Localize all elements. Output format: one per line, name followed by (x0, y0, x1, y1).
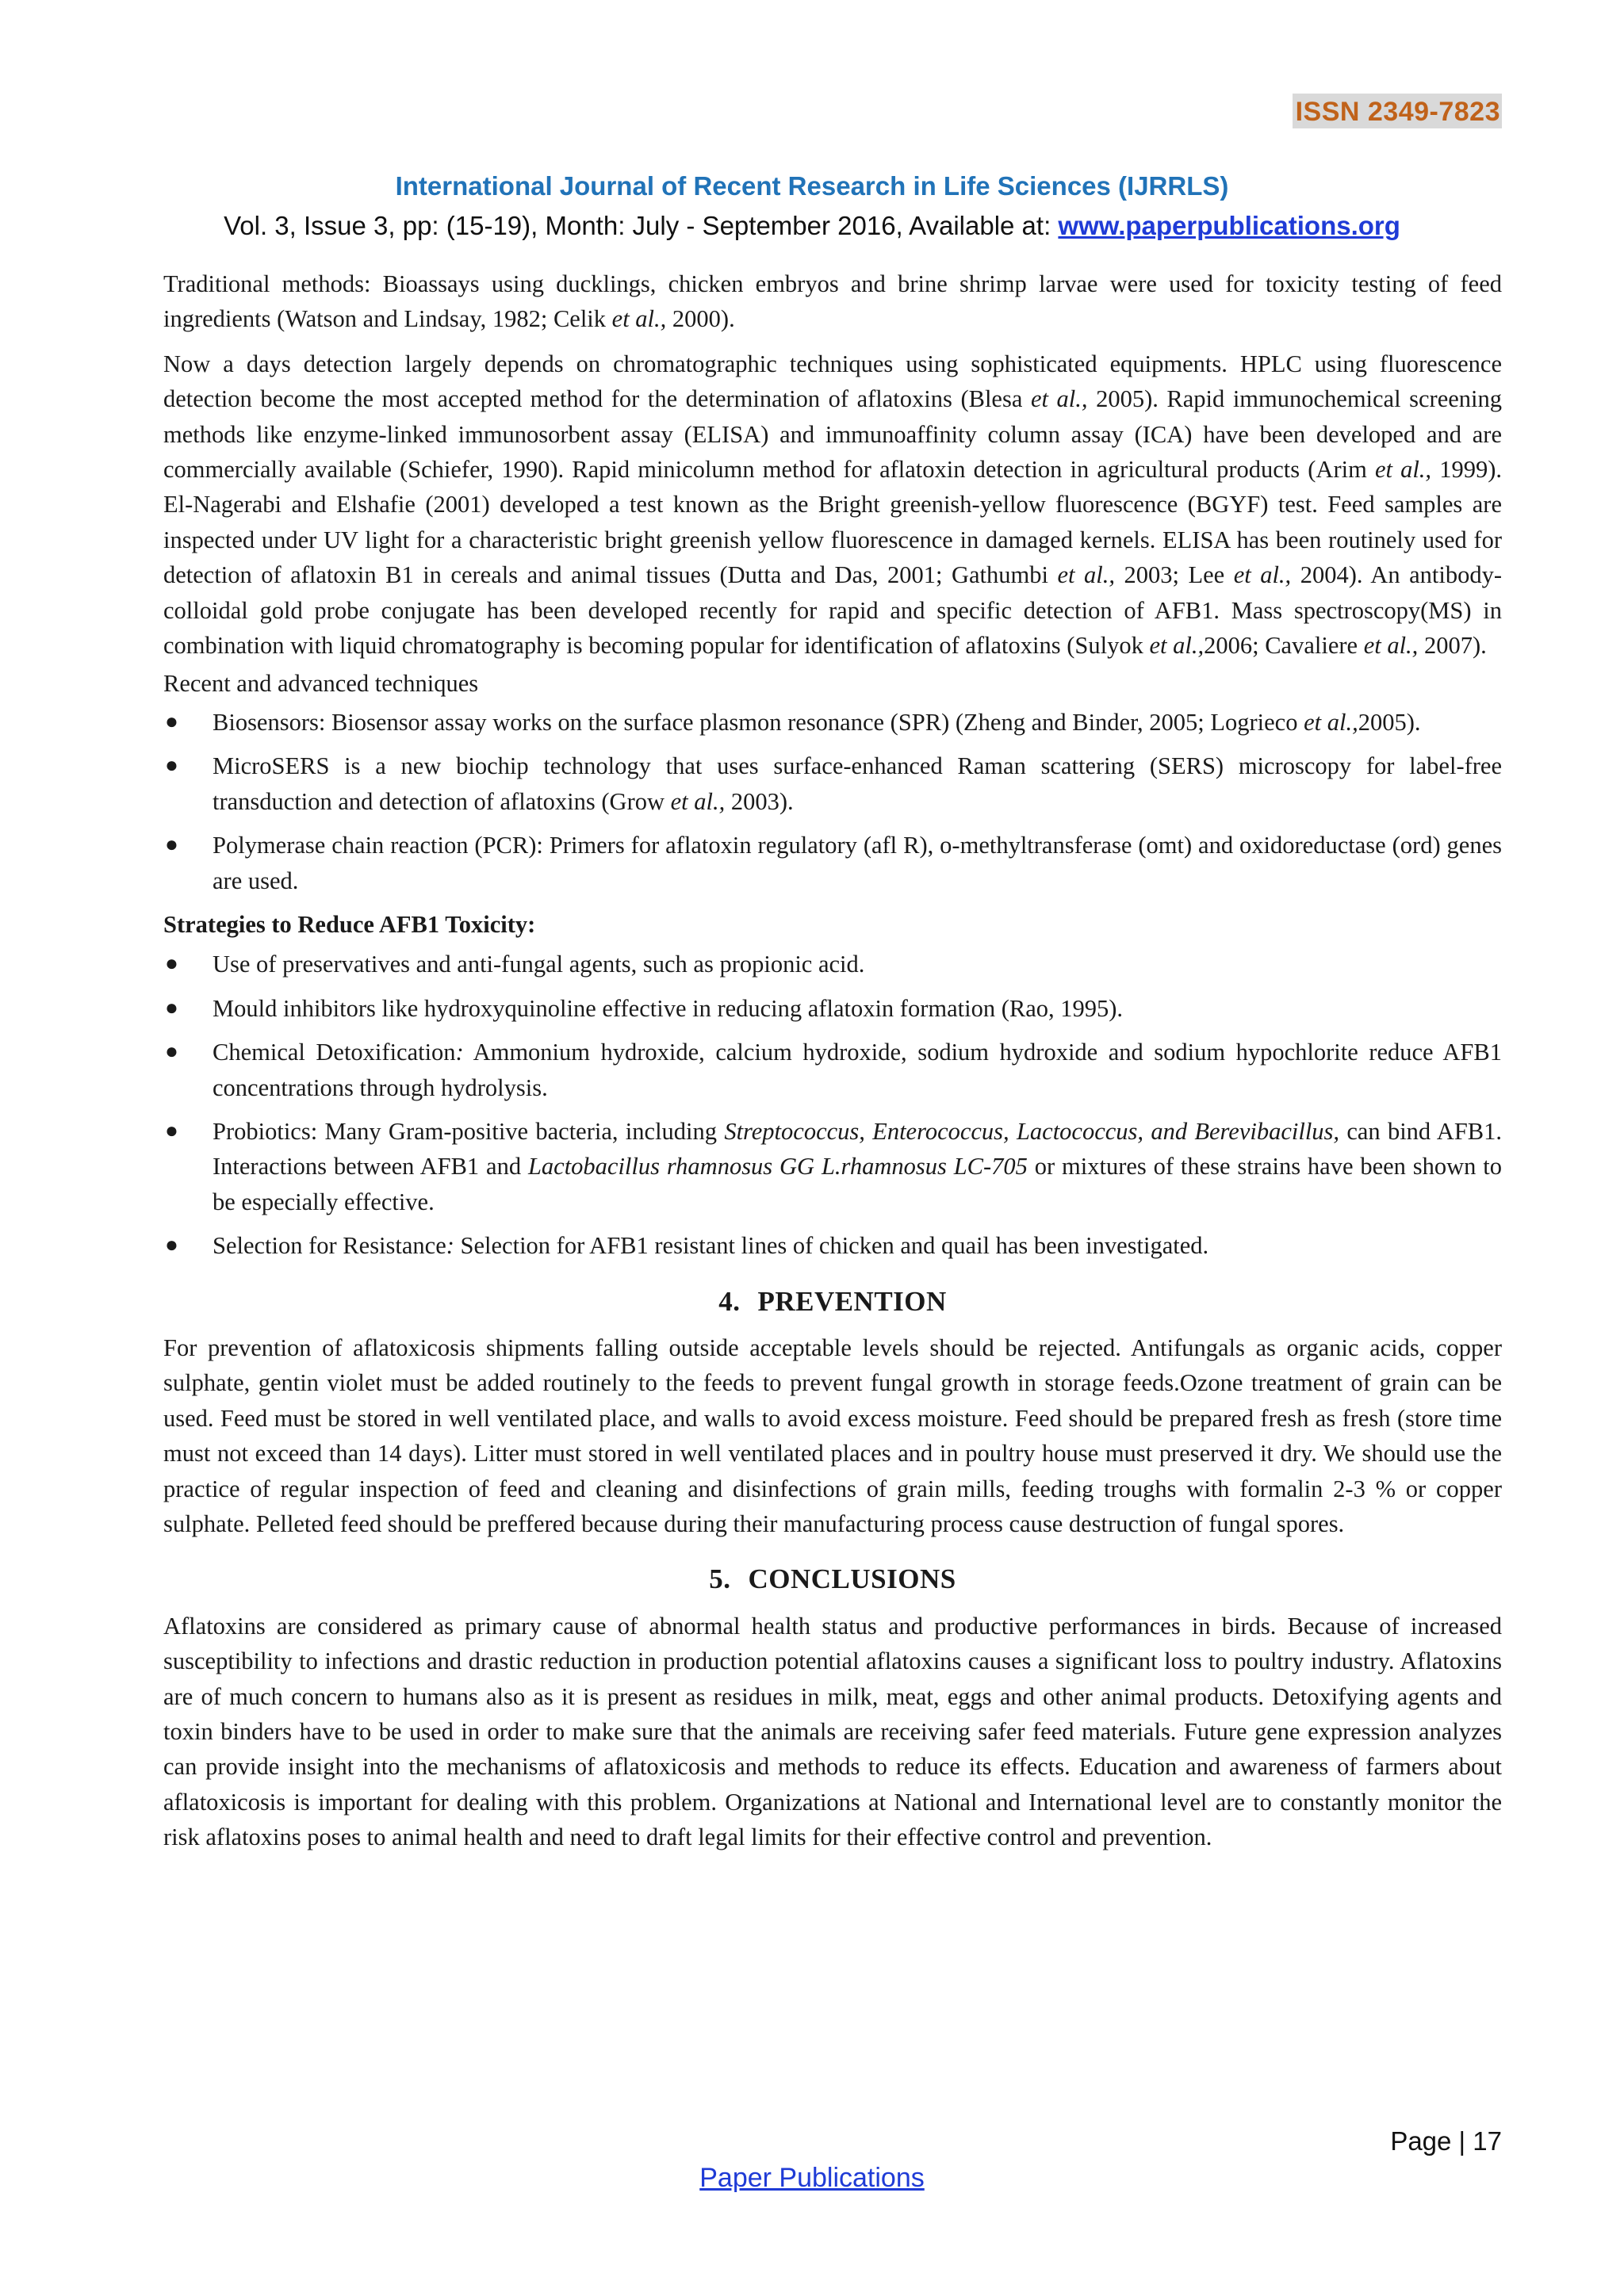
publisher-link[interactable]: Paper Publications (699, 2163, 925, 2193)
paragraph-prevention: For prevention of aflatoxicosis shipments falling outside acceptable levels should be rejected. Antifungals as organic acids, copper sulphate, gentin violet must be added routinely to the feeds to prevent fungal growth in storage feeds.Ozone treatment of grain can be used. Feed must be stored in well ventilated place, and walls to avoid excess moisture. Feed should be prepared fresh as fresh (store time must not exceed than 14 days). Litter must stored in well ventilated places and in poultry house must preserved it dry. We should use the practice of regular inspection of feed and cleaning and disinfections of grain mills, feeding troughs with formalin 2-3 % or copper sulphate. Pelleted feed should be preffered because during their manufacturing process cause destruction of fungal spores. (163, 1334, 1502, 1537)
text-run: 2004). An antibody-colloidal gold probe conjugate has been developed recently for rapid and specific detection of AFB1. Mass spectroscopy(MS) in combination with liquid chromatography is becoming popular for identification of aflatoxins (Sulyok (163, 561, 1502, 660)
bullet-icon: ● (165, 832, 178, 858)
list-item (163, 947, 1502, 982)
section-title: CONCLUSIONS (748, 1563, 956, 1595)
website-link[interactable]: www.paperpublications.org (1058, 211, 1400, 240)
list-item (163, 1114, 1502, 1219)
section-number: 5. (709, 1563, 731, 1595)
text-run: 2003). (725, 787, 794, 815)
italic-run: Streptococcus, Enterococcus, Lactococcus, and Berevibacillus, (724, 1117, 1340, 1145)
italic-run: et al., (611, 305, 667, 333)
text-run: Chemical Detoxification (213, 1039, 456, 1066)
italic-run: et al., (1304, 708, 1358, 736)
list-item (163, 991, 1502, 1026)
italic-run: et al., (1149, 632, 1205, 660)
list-item (163, 1035, 1502, 1105)
bullet-icon: ● (165, 1039, 178, 1065)
text-run: Selection for Resistance (213, 1232, 446, 1260)
bullet-icon: ● (165, 1118, 178, 1143)
italic-run: et al., (1233, 561, 1292, 589)
list-item (163, 748, 1502, 819)
paragraph-conclusions: Aflatoxins are considered as primary cause of abnormal health status and productive performances in birds. Because of increased susceptibility to infections and drastic reduction in production potential aflatoxins causes a significant loss to poultry industry. Aflatoxins are of much concern to humans also as it is present as residues in milk, meat, eggs and other animal products. Detoxifying agents and toxin binders have to be used in order to make sure that the animals are receiving safer feed materials. Future gene expression analyzes can provide insight into the mechanisms of aflatoxicosis and methods to reduce its effects. Education and awareness of farmers about aflatoxicosis is important for dealing with this problem. Organizations at National and International level are to constantly monitor the risk aflatoxins poses to animal health and need to draft legal limits for their effective control and prevention. (163, 1612, 1502, 1851)
text-run: 2000). (666, 305, 735, 333)
italic-run: Lactobacillus rhamnosus GG L.rhamnosus LC-705 (527, 1153, 1028, 1181)
journal-volume-line (0, 211, 1624, 241)
text-run: Use of preservatives and anti-fungal agents, such as propionic acid. (213, 951, 865, 978)
paragraph-traditional-methods (163, 266, 1502, 337)
list-item (163, 705, 1502, 740)
text-run: Selection for AFB1 resistant lines of chicken and quail has been investigated. (454, 1232, 1209, 1260)
strategies-list (163, 947, 1502, 1263)
text-run: MicroSERS is a new biochip technology that uses surface-enhanced Raman scattering (SERS) microscopy for label-free transduction and detection of aflatoxins (Grow (213, 752, 1502, 815)
footer (0, 2163, 1624, 2194)
bullet-icon: ● (165, 1233, 178, 1258)
list-item (163, 828, 1502, 898)
issn-text: ISSN 2349-7823 (1293, 94, 1502, 128)
text-run: Now a days detection largely depends on chromatographic techniques using sophisticated equipments. HPLC using fluorescence detection become the most accepted method for the determination of aflatoxins (Blesa (163, 350, 1502, 413)
text-run: Traditional methods: Bioassays using ducklings, chicken embryos and brine shrimp larvae were used for toxicity testing of feed ingredients (Watson and Lindsay, 1982; Celik (163, 270, 1502, 333)
volume-info: Vol. 3, Issue 3, pp: (15-19), Month: July - September 2016, Available at: (224, 211, 1059, 240)
recent-techniques-heading: Recent and advanced techniques (163, 670, 479, 698)
issn-badge (1293, 97, 1502, 128)
section-title: PREVENTION (757, 1285, 947, 1317)
text-run: Ammonium hydroxide, calcium hydroxide, sodium hydroxide and sodium hypochlorite reduce AFB1 concentrations through hydrolysis. (213, 1039, 1502, 1101)
text-run: 2005). Rapid immunochemical screening methods like enzyme-linked immunosorbent assay (ELISA) and immunoaffinity column assay (ICA) have been developed and are commercially available (Schiefer, 1990). Rapid minicolumn method for aflatoxin detection in agricultural products (Arim (163, 385, 1502, 484)
italic-run: : (446, 1232, 454, 1260)
bullet-icon: ● (165, 995, 178, 1020)
bullet-icon: ● (165, 753, 178, 779)
section-number: 4. (718, 1285, 741, 1317)
italic-run: : (455, 1039, 464, 1066)
text-run: 1999). El-Nagerabi and Elshafie (2001) developed a test known as the Bright greenish-yellow fluorescence (BGYF) test. Feed samples are inspected under UV light for a characteristic bright greenish yellow fluorescence in damaged kernels. ELISA has been routinely used for detection of aflatoxin B1 in cereals and animal tissues (Dutta and Das, 2001; Gathumbi (163, 456, 1502, 589)
italic-run: et al., (1363, 632, 1419, 660)
text-run: 2007). (1418, 632, 1487, 660)
text-run: 2005). (1358, 708, 1421, 736)
text-run: can bind AFB1. Interactions between AFB1 and (213, 1117, 1502, 1181)
section-heading-prevention (163, 1284, 1502, 1319)
text-run: Biosensors: Biosensor assay works on the surface plasmon resonance (SPR) (Zheng and Binder, 2005; Logrieco (213, 708, 1304, 736)
strategies-heading: Strategies to Reduce AFB1 Toxicity: (163, 910, 536, 938)
bullet-icon: ● (165, 951, 178, 977)
italic-run: et al., (1374, 456, 1432, 484)
paragraph-detection-methods (163, 346, 1502, 664)
text-run: 2006; Cavaliere (1204, 632, 1364, 660)
article-body (163, 266, 1502, 1865)
text-run: 2003; Lee (1114, 561, 1234, 589)
text-run: Mould inhibitors like hydroxyquinoline effective in reducing aflatoxin formation (Rao, 1995). (213, 994, 1124, 1022)
italic-run: et al., (1057, 561, 1115, 589)
text-run: Probiotics: Many Gram-positive bacteria, including (213, 1117, 725, 1145)
bullet-icon: ● (165, 709, 178, 734)
recent-techniques-list (163, 705, 1502, 898)
italic-run: et al., (670, 787, 726, 815)
text-run: Polymerase chain reaction (PCR): Primers for aflatoxin regulatory (afl R), o-methyltransferase (omt) and oxidoreductase (ord) genes are used. (213, 832, 1502, 894)
list-item (163, 1228, 1502, 1263)
journal-title: International Journal of Recent Research in Life Sciences (IJRRLS) (395, 171, 1229, 201)
section-heading-conclusions (163, 1562, 1502, 1597)
italic-run: et al., (1030, 385, 1088, 413)
text-run: or mixtures of these strains have been shown to be especially effective. (213, 1153, 1502, 1215)
page-number: Page | 17 (1390, 2126, 1502, 2156)
